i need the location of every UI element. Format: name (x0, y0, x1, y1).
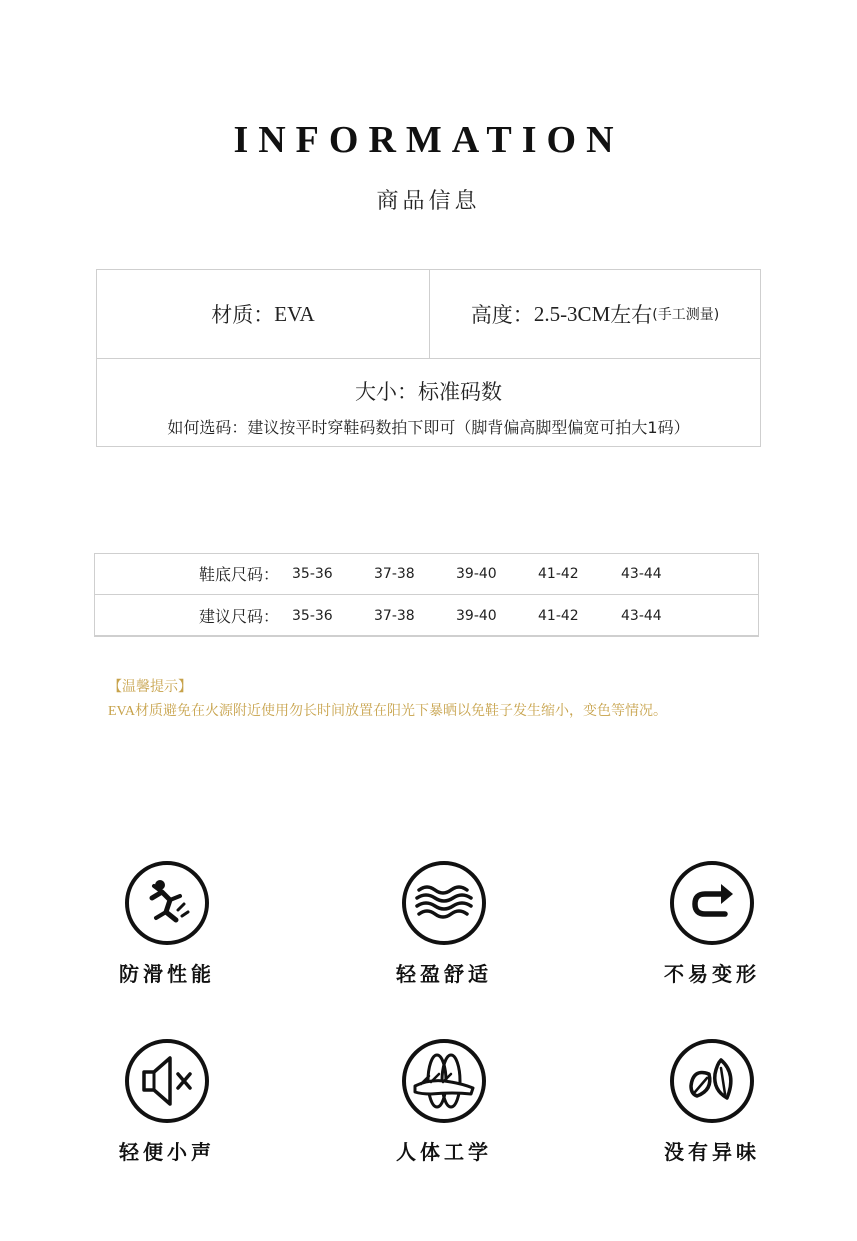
height-suffix: 左右 (610, 303, 653, 327)
size-table (94, 553, 759, 637)
feature-no-deform (632, 860, 792, 987)
tip-text (108, 700, 667, 720)
material-label: 材质： (211, 303, 275, 327)
tip-text-body: 材质避免在火源附近使用勿长时间放置在阳光下暴晒以免鞋子发生缩小，变色等情况。 (134, 703, 667, 719)
waves-icon (401, 860, 487, 946)
size-value: 39-40 (456, 566, 497, 582)
material-cell (97, 270, 430, 358)
size-value: 41-42 (538, 566, 579, 582)
size-value: 43-44 (621, 566, 662, 582)
height-label: 高度： (470, 303, 534, 327)
page-title: INFORMATION (233, 119, 624, 161)
height-cell (430, 270, 760, 358)
info-table (96, 269, 761, 447)
size-value: 37-38 (374, 608, 415, 624)
feature-anti-slip (87, 860, 247, 987)
size-value: 35-36 (292, 566, 333, 582)
feature-label: 没有异味 (664, 1140, 760, 1164)
feature-label: 不易变形 (664, 962, 760, 986)
feature-label: 防滑性能 (119, 962, 215, 986)
size-value: 43-44 (621, 608, 662, 624)
anti-slip-icon (124, 860, 210, 946)
leaves-icon (669, 1038, 755, 1124)
suggested-size-label: 建议尺码： (199, 607, 280, 626)
feature-comfort (364, 860, 524, 987)
size-note: 如何选码：建议按平时穿鞋码数拍下即可（脚背偏高脚型偏宽可拍大1码） (167, 418, 690, 437)
size-value: 39-40 (456, 608, 497, 624)
return-arrow-icon (669, 860, 755, 946)
material-value: EVA (274, 301, 315, 326)
feature-label: 轻盈舒适 (396, 962, 492, 986)
info-row (97, 270, 760, 359)
feature-no-odor (632, 1038, 792, 1165)
size-title: 大小：标准码数 (355, 380, 502, 404)
tip-title: 【温馨提示】 (108, 679, 192, 695)
table-row (95, 596, 758, 637)
height-value: 2.5-3CM (533, 301, 611, 326)
size-value: 35-36 (292, 608, 333, 624)
size-value: 37-38 (374, 566, 415, 582)
feature-quiet (87, 1038, 247, 1165)
size-value: 41-42 (538, 608, 579, 624)
sole-size-label: 鞋底尺码： (199, 565, 280, 584)
height-note: (手工测量) (652, 307, 720, 323)
mute-speaker-icon (124, 1038, 210, 1124)
tip-text-prefix: EVA (108, 704, 135, 719)
table-row (95, 554, 758, 595)
feature-label: 轻便小声 (119, 1140, 215, 1164)
ergonomic-icon (401, 1038, 487, 1124)
page-subtitle: 商品信息 (376, 189, 481, 214)
feature-ergonomic (364, 1038, 524, 1165)
feature-label: 人体工学 (396, 1140, 492, 1164)
